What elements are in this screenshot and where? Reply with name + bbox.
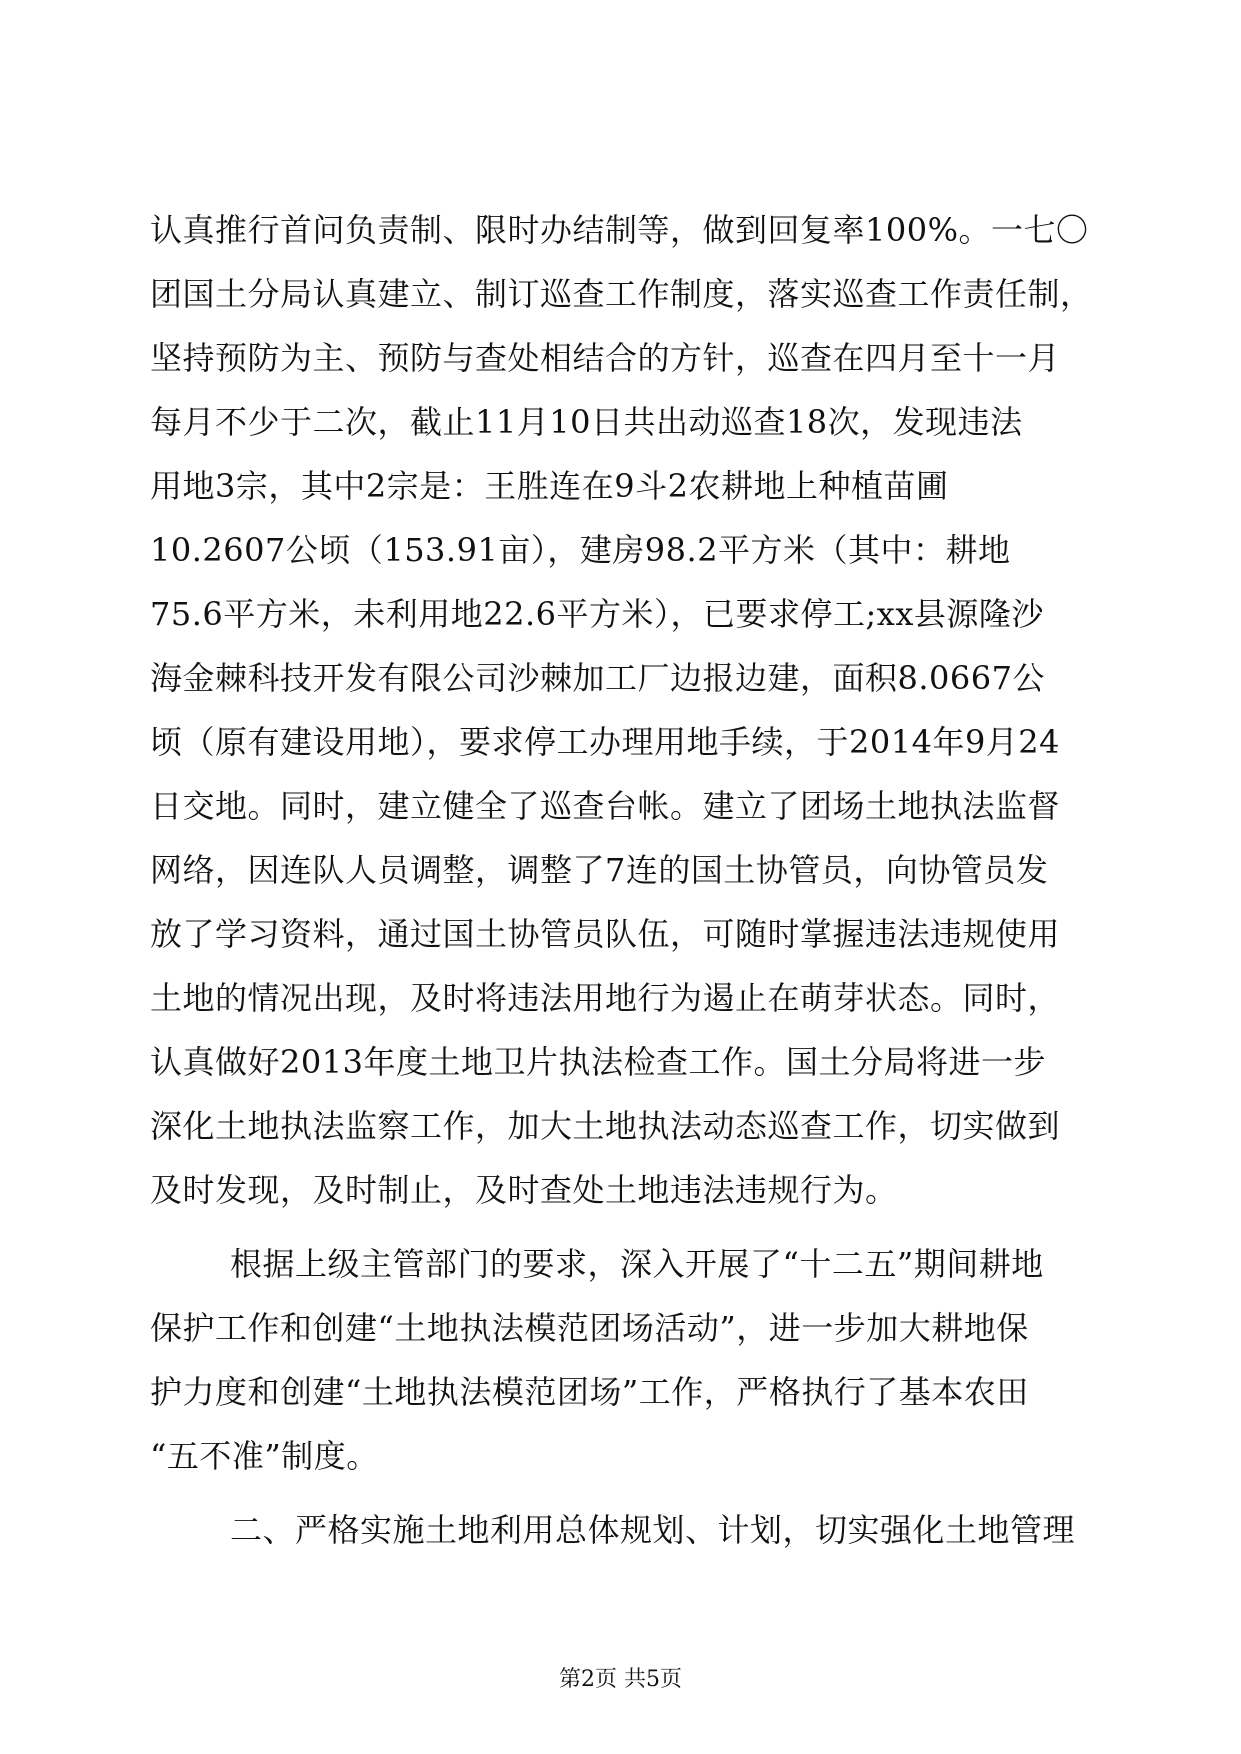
text-line-15: 深化土地执法监察工作，加大土地执法动态巡查工作，切实做到	[150, 1107, 1061, 1145]
page-footer: 第2页 共5页	[559, 1667, 682, 1692]
text-line-10: 日交地。同时，建立健全了巡查台帐。建立了团场土地执法监督	[150, 787, 1061, 825]
text-line-12: 放了学习资料，通过国土协管员队伍，可随时掌握违法违规使用	[150, 915, 1061, 953]
text-line-1: 认真推行首问负责制、限时办结制等，做到回复率100%。一七〇	[150, 211, 1089, 249]
text-line-19: 护力度和创建“土地执法模范团场”工作，严格执行了基本农田	[150, 1373, 1029, 1411]
text-line-11: 网络，因连队人员调整，调整了7连的国土协管员，向协管员发	[150, 851, 1049, 889]
text-line-13: 土地的情况出现，及时将违法用地行为遏止在萌芽状态。同时，	[150, 979, 1061, 1017]
text-line-16: 及时发现，及时制止，及时查处土地违法违规行为。	[150, 1171, 898, 1209]
text-line-6: 10.2607公顷（153.91亩），建房98.2平方米（其中：耕地	[150, 531, 1011, 569]
text-line-8: 海金棘科技开发有限公司沙棘加工厂边报边建，面积8.0667公	[150, 659, 1045, 697]
text-line-21: 二、严格实施土地利用总体规划、计划，切实强化土地管理	[230, 1511, 1076, 1549]
text-line-7: 75.6平方米，未利用地22.6平方米），已要求停工;xx县源隆沙	[150, 595, 1044, 633]
text-line-3: 坚持预防为主、预防与查处相结合的方针，巡查在四月至十一月	[150, 339, 1061, 377]
text-line-14: 认真做好2013年度土地卫片执法检查工作。国土分局将进一步	[150, 1043, 1046, 1081]
text-line-20: “五不准”制度。	[150, 1437, 379, 1475]
text-line-5: 用地3宗，其中2宗是：王胜连在9斗2农耕地上种植苗圃	[150, 467, 949, 505]
text-line-18: 保护工作和创建“土地执法模范团场活动”，进一步加大耕地保	[150, 1309, 1029, 1347]
text-line-2: 团国土分局认真建立、制订巡查工作制度，落实巡查工作责任制，	[150, 275, 1093, 313]
text-line-17: 根据上级主管部门的要求，深入开展了“十二五”期间耕地	[230, 1245, 1044, 1283]
text-line-4: 每月不少于二次，截止11月10日共出动巡查18次，发现违法	[150, 403, 1023, 441]
text-line-9: 顷（原有建设用地），要求停工办理用地手续，于2014年9月24	[150, 723, 1061, 761]
